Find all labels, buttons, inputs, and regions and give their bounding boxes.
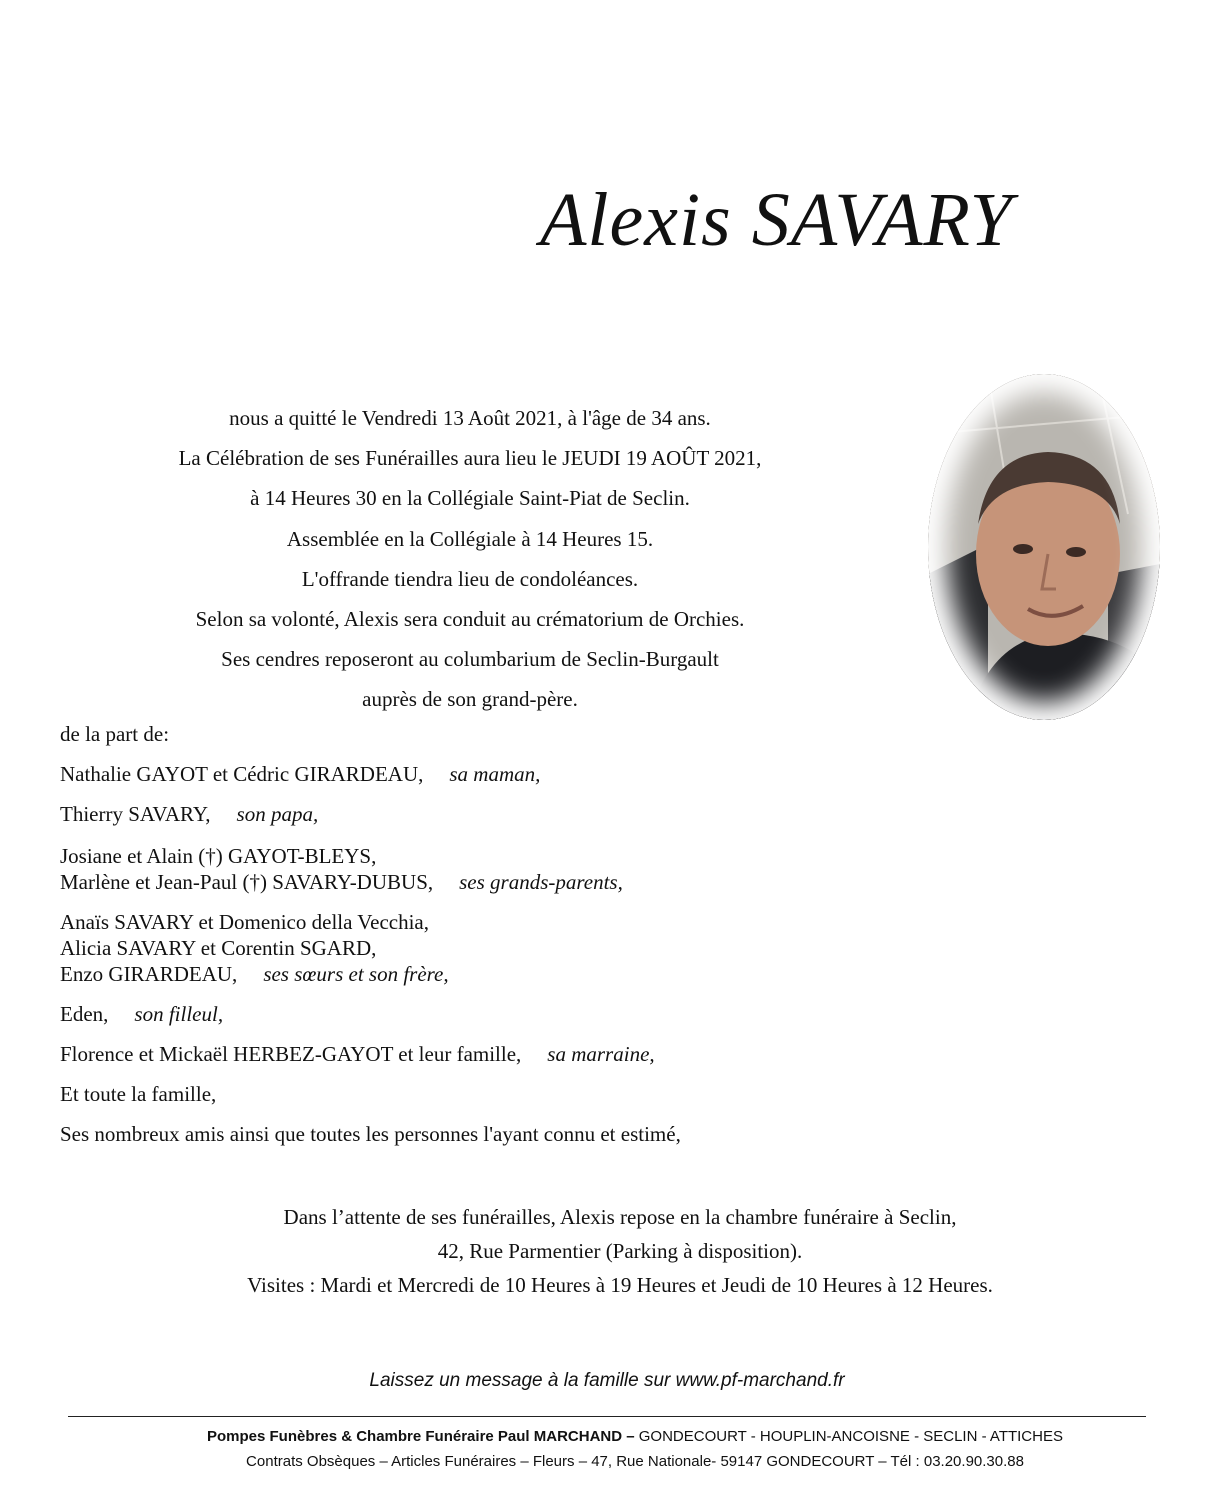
- family-role: son papa,: [236, 802, 319, 826]
- family-member: Enzo GIRARDEAU,: [60, 962, 238, 986]
- announcement-line: nous a quitté le Vendredi 13 Août 2021, à l'âge de 34 ans.: [229, 406, 711, 430]
- family-member: Nathalie GAYOT et Cédric GIRARDEAU,: [60, 762, 424, 786]
- rest-info-block: [100, 1202, 1140, 1304]
- announcement-line: Selon sa volonté, Alexis sera conduit au crématorium de Orchies.: [195, 606, 745, 631]
- family-member: Thierry SAVARY,: [60, 802, 211, 826]
- rest-info-line: 42, Rue Parmentier (Parking à disposition).: [437, 1239, 803, 1263]
- family-line: [60, 1002, 223, 1027]
- family-intro: de la part de:: [60, 722, 170, 746]
- footer-company-line: [0, 1424, 1214, 1449]
- family-member: Eden,: [60, 1002, 109, 1026]
- family-line: Alicia SAVARY et Corentin SGARD,: [60, 936, 377, 960]
- family-line: [60, 762, 540, 787]
- footer-company-name: Pompes Funèbres & Chambre Funéraire Paul MARCHAND –: [207, 1428, 635, 1445]
- announcement-block: [110, 400, 830, 722]
- rest-info-line: Visites : Mardi et Mercredi de 10 Heures à 19 Heures et Jeudi de 10 Heures à 12 Heures.: [247, 1273, 993, 1297]
- family-member: Florence et Mickaël HERBEZ-GAYOT et leur famille,: [60, 1042, 522, 1066]
- announcement-line: Ses cendres reposeront au columbarium de Seclin-Burgault: [221, 647, 719, 672]
- family-role: sa marraine,: [547, 1042, 655, 1066]
- portrait-photo: [928, 374, 1160, 720]
- family-line: [60, 1042, 655, 1067]
- family-line: Anaïs SAVARY et Domenico della Vecchia,: [60, 910, 430, 934]
- family-role: ses grands-parents,: [459, 870, 623, 894]
- family-line: Et toute la famille,: [60, 1082, 217, 1106]
- rest-info-line: Dans l’attente de ses funérailles, Alexis repose en la chambre funéraire à Seclin,: [283, 1205, 957, 1229]
- footer-contact-line: Contrats Obsèques – Articles Funéraires – Fleurs – 47, Rue Nationale- 59147 GONDECOURT – Tél : 03.20.90.30.88: [246, 1453, 1024, 1470]
- family-role: sa maman,: [449, 762, 541, 786]
- family-line: Ses nombreux amis ainsi que toutes les personnes l'ayant connu et estimé,: [60, 1122, 681, 1146]
- condolence-message: Laissez un message à la famille sur www.pf-marchand.fr: [369, 1370, 845, 1391]
- footer: [0, 1424, 1214, 1474]
- family-role: ses sœurs et son frère,: [263, 962, 449, 986]
- family-line: [60, 870, 623, 895]
- family-line: Josiane et Alain (†) GAYOT-BLEYS,: [60, 844, 377, 868]
- family-role: son filleul,: [134, 1002, 224, 1026]
- deceased-name: Alexis SAVARY: [540, 178, 1013, 262]
- announcement-line: auprès de son grand-père.: [362, 687, 578, 712]
- family-member: Marlène et Jean-Paul (†) SAVARY-DUBUS,: [60, 870, 434, 894]
- announcement-line: La Célébration de ses Funérailles aura lieu le JEUDI 19 AOÛT 2021,: [178, 446, 762, 471]
- footer-locations: GONDECOURT - HOUPLIN-ANCOISNE - SECLIN - ATTICHES: [634, 1428, 1063, 1445]
- announcement-line: Assemblée en la Collégiale à 14 Heures 15.: [286, 526, 654, 551]
- family-line: [60, 802, 318, 827]
- announcement-line: à 14 Heures 30 en la Collégiale Saint-Piat de Seclin.: [250, 486, 690, 511]
- family-line: [60, 962, 449, 987]
- footer-divider: [68, 1416, 1146, 1417]
- announcement-line: L'offrande tiendra lieu de condoléances.: [301, 566, 639, 591]
